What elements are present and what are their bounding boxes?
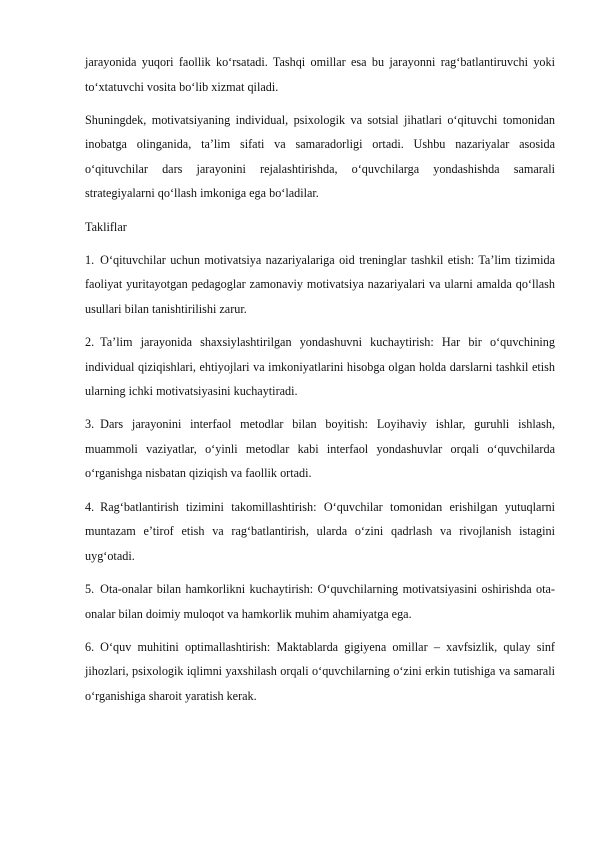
- proposal-text: Ta’lim jarayonida shaxsiylashtirilgan yondashuvni kuchaytirish: Har bir o‘quvchining individual qiziqishlari, ehtiyojlari va imkoniyatlarini hisobga olgan holda darslarni tashkil etish ularning ichki motivatsiyasini kuchaytiradi.: [85, 335, 555, 399]
- proposal-item: [85, 330, 555, 404]
- proposal-item: [85, 635, 555, 709]
- proposal-text: Rag‘batlantirish tizimini takomillashtirish: O‘quvchilar tomonidan erishilgan yutuqlarni muntazam e’tirof etish va rag‘batlantirish, ularda o‘zini qadrlash va rivojlanish istagini uyg‘otadi.: [85, 499, 555, 563]
- document-page: [85, 50, 555, 717]
- proposal-text: Ota-onalar bilan hamkorlikni kuchaytirish: O‘quvchilarning motivatsiyasini oshirishda ota-onalar bilan doimiy muloqot va hamkorlik muhim ahamiyatga ega.: [85, 582, 555, 621]
- proposal-number: 4.: [85, 499, 95, 514]
- proposal-item: [85, 495, 555, 569]
- proposal-text: O‘qituvchilar uchun motivatsiya nazariyalariga oid treninglar tashkil etish: Ta’lim tizimida faoliyat yuritayotgan pedagoglar zamonaviy motivatsiya nazariyalari va ularni amalda qo‘llash usullari bilan tanishtirilishi zarur.: [85, 252, 555, 316]
- paragraph-intro-continuation: jarayonida yuqori faollik ko‘rsatadi. Tashqi omillar esa bu jarayonni rag‘batlantiruvchi yoki to‘xtatuvchi vosita bo‘lib xizmat qiladi.: [85, 55, 555, 94]
- proposal-number: 2.: [85, 335, 95, 350]
- proposal-number: 1.: [85, 252, 95, 267]
- proposal-number: 3.: [85, 417, 95, 432]
- section-heading-proposals: Takliflar: [85, 219, 127, 234]
- proposal-item: [85, 412, 555, 486]
- paragraph-motivation-aspects: Shuningdek, motivatsiyaning individual, psixologik va sotsial jihatlari o‘qituvchi tomonidan inobatga olinganida, ta’lim sifati va samaradorligi ortadi. Ushbu nazariyalar asosida o‘qituvchilar dars jarayonini rejalashtirishda, o‘quvchilarga yondashishda samarali strategiyalarni qo‘llash imkoniga ega bo‘ladilar.: [85, 112, 555, 201]
- proposal-item: [85, 248, 555, 322]
- proposal-text: O‘quv muhitini optimallashtirish: Maktablarda gigiyena omillar – xavfsizlik, qulay sinf jihozlari, psixologik iqlimni yaxshilash orqali o‘quvchilarning o‘zini erkin tutishiga va samarali o‘rganishiga sharoit yaratish kerak.: [85, 639, 555, 703]
- proposal-number: 5.: [85, 582, 95, 597]
- proposal-item: [85, 577, 555, 626]
- proposal-number: 6.: [85, 639, 95, 654]
- proposal-text: Dars jarayonini interfaol metodlar bilan boyitish: Loyihaviy ishlar, guruhli ishlash, muammoli vaziyatlar, o‘yinli metodlar kabi interfaol yondashuvlar orqali o‘quvchilarda o‘rganishga nisbatan qiziqish va faollik ortadi.: [85, 417, 555, 481]
